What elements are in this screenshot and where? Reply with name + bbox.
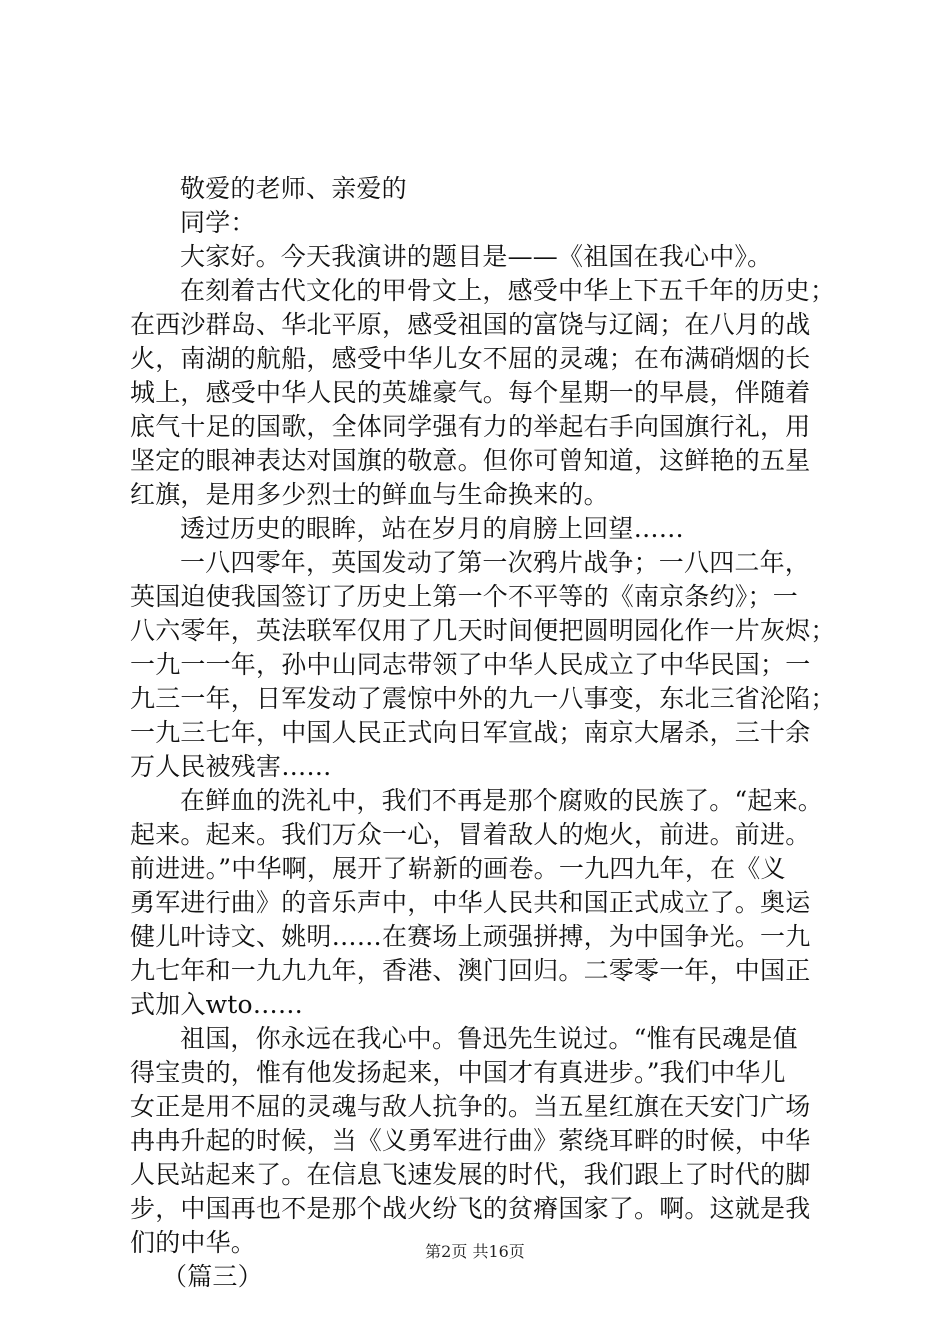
paragraph-5-line-6: 步，中国再也不是那个战火纷飞的贫瘠国家了。啊。这就是我 — [130, 1194, 811, 1223]
paragraph-2-line-1: 透过历史的眼眸，站在岁月的肩膀上回望…… — [180, 514, 685, 543]
paragraph-3-line-5: 九三一年，日军发动了震惊中外的九一八事变，东北三省沦陷； — [130, 684, 836, 713]
paragraph-1-line-4: 城上，感受中华人民的英雄豪气。每个星期一的早晨，伴随着 — [130, 378, 811, 407]
paragraph-1-line-3: 火，南湖的航船，感受中华儿女不屈的灵魂；在布满硝烟的长 — [130, 344, 811, 373]
paragraph-1-line-7: 红旗，是用多少烈士的鲜血与生命换来的。 — [130, 480, 609, 509]
paragraph-5-line-4: 冉冉升起的时候，当《义勇军进行曲》萦绕耳畔的时候，中华 — [130, 1126, 811, 1155]
paragraph-1-line-6: 坚定的眼神表达对国旗的敬意。但你可曾知道，这鲜艳的五星 — [130, 446, 811, 475]
document-body — [130, 172, 850, 1294]
paragraph-3-line-3: 八六零年，英法联军仅用了几天时间便把圆明园化作一片灰烬； — [130, 616, 836, 645]
paragraph-5-line-2: 得宝贵的，惟有他发扬起来，中国才有真进步。”我们中华儿 — [130, 1058, 786, 1087]
paragraph-4-line-1: 在鲜血的洗礼中，我们不再是那个腐败的民族了。“起来。 — [180, 786, 823, 815]
greeting-line-2: 同学： — [180, 208, 256, 237]
paragraph-3-line-7: 万人民被残害…… — [130, 752, 332, 781]
paragraph-4-line-3: 前进进。”中华啊，展开了崭新的画卷。一九四九年，在《义 — [130, 854, 786, 883]
paragraph-4-line-5: 健儿叶诗文、姚明……在赛场上顽强拼搏，为中国争光。一九 — [130, 922, 811, 951]
paragraph-5-line-5: 人民站起来了。在信息飞速发展的时代，我们跟上了时代的脚 — [130, 1160, 811, 1189]
paragraph-5-line-7: 们的中华。 — [130, 1228, 257, 1257]
paragraph-3-line-4: 一九一一年，孙中山同志带领了中华人民成立了中华民国；一 — [130, 650, 811, 679]
paragraph-1-line-2: 在西沙群岛、华北平原，感受祖国的富饶与辽阔；在八月的战 — [130, 310, 811, 339]
paragraph-4-line-7: 式加入wto…… — [130, 990, 304, 1019]
paragraph-3-line-1: 一八四零年，英国发动了第一次鸦片战争；一八四二年， — [180, 548, 811, 577]
page-number-footer: 第2页 共16页 — [425, 1242, 525, 1261]
section-heading: （篇三） — [162, 1262, 263, 1291]
greeting-line-1: 敬爱的老师、亲爱的 — [180, 174, 407, 203]
opening-line: 大家好。今天我演讲的题目是——《祖国在我心中》。 — [180, 242, 773, 271]
paragraph-3-line-2: 英国迫使我国签订了历史上第一个不平等的《南京条约》；一 — [130, 582, 798, 611]
paragraph-1-line-5: 底气十足的国歌，全体同学强有力的举起右手向国旗行礼，用 — [130, 412, 811, 441]
paragraph-3-line-6: 一九三七年，中国人民正式向日军宣战；南京大屠杀，三十余 — [130, 718, 811, 747]
paragraph-1-line-1: 在刻着古代文化的甲骨文上，感受中华上下五千年的历史； — [180, 276, 836, 305]
paragraph-4-line-2: 起来。起来。我们万众一心，冒着敌人的炮火，前进。前进。 — [130, 820, 811, 849]
paragraph-4-line-4: 勇军进行曲》的音乐声中，中华人民共和国正式成立了。奥运 — [130, 888, 811, 917]
paragraph-5-line-3: 女正是用不屈的灵魂与敌人抗争的。当五星红旗在天安门广场 — [130, 1092, 811, 1121]
paragraph-5-line-1: 祖国，你永远在我心中。鲁迅先生说过。“惟有民魂是值 — [180, 1024, 798, 1053]
paragraph-4-line-6: 九七年和一九九九年，香港、澳门回归。二零零一年，中国正 — [130, 956, 811, 985]
